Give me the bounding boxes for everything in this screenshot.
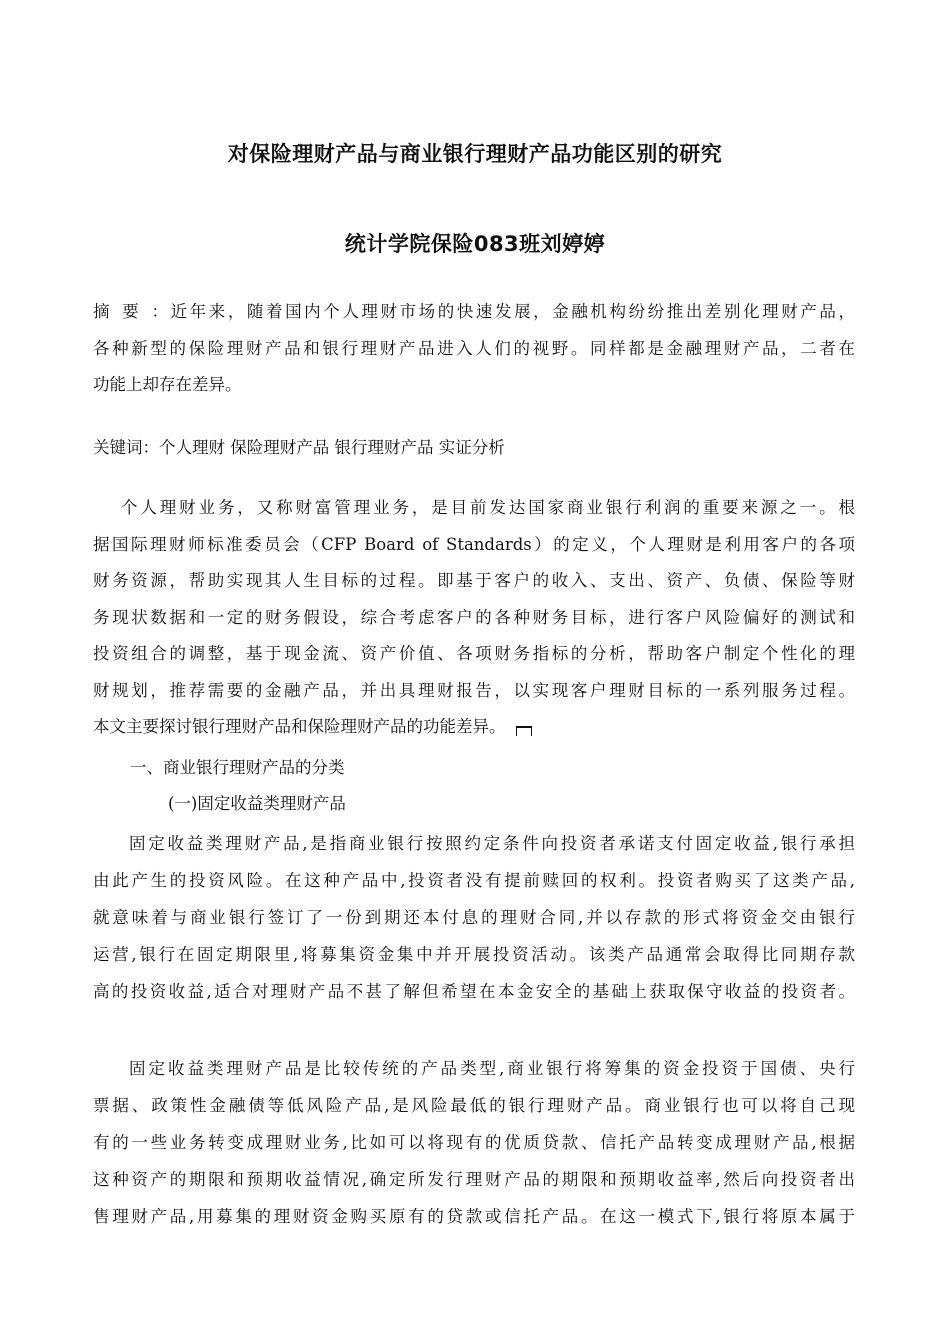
paragraph-line: 固定收益类理财产品,是指商业银行按照约定条件向投资者承诺支付固定收益,银行承担: [129, 834, 855, 853]
subsection-heading: (一)固定收益类理财产品: [168, 794, 346, 813]
keywords: [93, 430, 855, 467]
paragraph-line: 票据、政策性金融债等低风险产品,是风险最低的银行理财产品。商业银行也可以将自己现: [93, 1096, 855, 1115]
paragraph-line: 运营,银行在固定期限里,将募集资金集中并开展投资活动。该类产品通常会取得比同期存款: [93, 945, 855, 964]
paragraph-line: 就意味着与商业银行签订了一份到期还本付息的理财合同,并以存款的形式将资金交由银行: [93, 908, 855, 927]
paragraph-line: 由此产生的投资风险。在这种产品中,投资者没有提前赎回的权利。投资者购买了这类产品,: [93, 871, 855, 890]
abstract-line: 功能上却存在差异。: [93, 375, 242, 394]
author-line: 统计学院保险083班刘婷婷: [344, 232, 606, 256]
abstract-label: 摘要：: [93, 302, 168, 321]
paragraph-line: 务现状数据和一定的财务假设，综合考虑客户的各种财务目标，进行客户风险偏好的测试和: [93, 607, 855, 627]
paragraph-line: 财务资源，帮助实现其人生目标的过程。即基于客户的收入、支出、资产、负债、保险等财: [93, 571, 855, 590]
abstract: [93, 294, 855, 404]
abstract-line: 近年来，随着国内个人理财市场的快速发展，金融机构纷纷推出差别化理财产品，: [168, 302, 855, 321]
paragraph-line: 售理财产品,用募集的理财资金购买原有的贷款或信托产品。在这一模式下,银行将原本属于: [93, 1207, 855, 1226]
paragraph-line: 据国际理财师标准委员会（CFP Board of Standards）的定义，个人理财是利用客户的各项: [93, 534, 855, 554]
paragraph-line: 这种资产的期限和预期收益情况,确定所发行理财产品的期限和预期收益率,然后向投资者出: [93, 1170, 855, 1189]
paragraph-line: 有的一些业务转变成理财业务,比如可以将现有的优质贷款、信托产品转变成理财产品,根据: [93, 1133, 855, 1152]
document-title: 对保险理财产品与商业银行理财产品功能区别的研究: [227, 142, 723, 166]
paragraph-line: 固定收益类理财产品是比较传统的产品类型,商业银行将筹集的资金投资于国债、央行: [129, 1059, 855, 1078]
abstract-line: 各种新型的保险理财产品和银行理财产品进入人们的视野。同样都是金融理财产品，二者在: [93, 338, 855, 358]
body-paragraph-1: [93, 825, 855, 1010]
body-paragraph-2: [93, 1050, 855, 1235]
paragraph-line: 本文主要探讨银行理财产品和保险理财产品的功能差异。: [93, 717, 506, 736]
paragraph-line: 财规划，推荐需要的金融产品，并出具理财报告，以实现客户理财目标的一系列服务过程。: [93, 680, 855, 700]
keywords-line: 关键词：个人理财 保险理财产品 银行理财产品 实证分析: [93, 438, 505, 457]
footnote-marker-icon[interactable]: [516, 726, 532, 736]
paragraph-line: 高的投资收益,适合对理财产品不甚了解但希望在本金安全的基础上获取保守收益的投资者。: [93, 982, 855, 1001]
section-heading: 一、商业银行理财产品的分类: [130, 758, 345, 777]
paragraph-line: 投资组合的调整，基于现金流、资产价值、各项财务指标的分析，帮助客户制定个性化的理: [93, 644, 855, 663]
paragraph-line: 个人理财业务，又称财富管理业务，是目前发达国家商业银行利润的重要来源之一。根: [121, 498, 855, 517]
intro-paragraph: [93, 490, 855, 746]
